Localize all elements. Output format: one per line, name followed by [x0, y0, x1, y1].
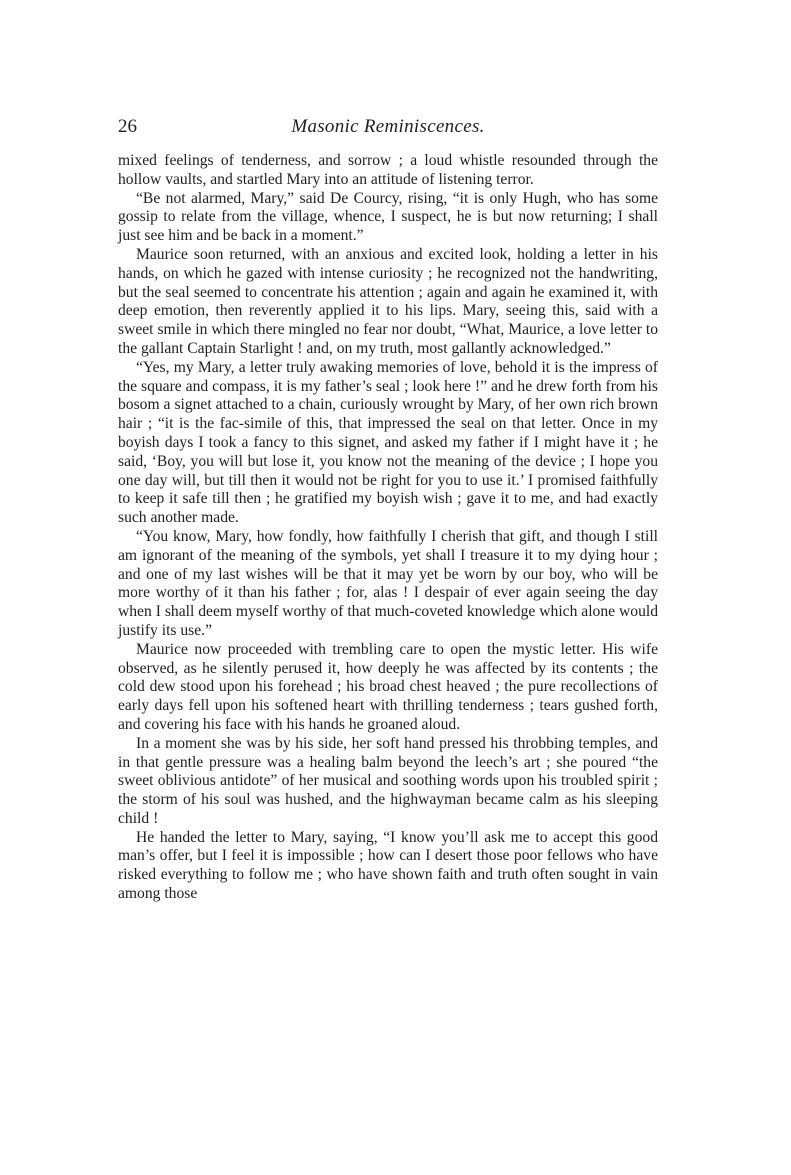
page-header	[118, 112, 658, 152]
paragraph: Maurice now proceeded with trembling care to open the mystic letter. His wife observed, as he silently perused it, how deeply he was affected by its contents ; the cold dew stood upon his forehead ; his broad chest heaved ; the pure recollections of early days fell upon his softened heart with thrilling tenderness ; tears gushed forth, and covering his face with his hands he groaned aloud.	[118, 640, 658, 733]
running-title: Masonic Reminiscences.	[291, 116, 485, 137]
paragraph: “Be not alarmed, Mary,” said De Courcy, rising, “it is only Hugh, who has some gossip to relate from the village, whence, I suspect, he is but now returning; I shall just see him and be back in a moment.”	[118, 189, 658, 245]
paragraph: mixed feelings of tenderness, and sorrow ; a loud whistle resounded through the hollow vaults, and startled Mary into an attitude of listening terror.	[118, 152, 658, 188]
paragraph: “You know, Mary, how fondly, how faithfully I cherish that gift, and though I still am ignorant of the meaning of the symbols, yet shall I treasure it to my dying hour ; and one of my last wishes will be that it may yet be worn by our boy, who will be more worthy of it than his father ; for, alas ! I despair of ever again seeing the day when I shall deem myself worthy of that much-coveted knowledge which alone would justify its use.”	[118, 527, 658, 639]
book-page	[118, 112, 658, 904]
paragraph: He handed the letter to Mary, saying, “I know you’ll ask me to accept this good man’s offer, but I feel it is impossible ; how can I desert those poor fellows who have risked everything to follow me ; who have shown faith and truth often sought in vain among those	[118, 828, 658, 903]
paragraph: Maurice soon returned, with an anxious and excited look, holding a letter in his hands, on which he gazed with intense curiosity ; he recognized not the handwriting, but the seal seemed to concentrate his attention ; again and again he examined it, with deep emotion, then reverently applied it to his lips. Mary, seeing this, said with a sweet smile in which there mingled no fear nor doubt, “What, Maurice, a love letter to the gallant Captain Starlight ! and, on my truth, most gallantly acknowledged.”	[118, 245, 658, 357]
paragraph: “Yes, my Mary, a letter truly awaking memories of love, behold it is the impress of the square and compass, it is my father’s seal ; look here !” and he drew forth from his bosom a signet attached to a chain, curiously wrought by Mary, of her own rich brown hair ; “it is the fac-simile of this, that impressed the seal on that letter. Once in my boyish days I took a fancy to this signet, and asked my father if I might have it ; he said, ‘Boy, you will but lose it, you know not the meaning of the device ; I hope you one day will, but till then it would not be right for you to use it.’ I promised faithfully to keep it safe till then ; he gratified my boyish wish ; gave it to me, and had exactly such another made.	[118, 358, 658, 527]
paragraph: In a moment she was by his side, her soft hand pressed his throbbing temples, and in that gentle pressure was a healing balm beyond the leech’s art ; she poured “the sweet oblivious antidote” of her musical and soothing words upon his troubled spirit ; the storm of his soul was hushed, and the highwayman became calm as his sleeping child !	[118, 734, 658, 827]
page-number: 26	[118, 116, 137, 137]
body-text	[118, 152, 658, 904]
